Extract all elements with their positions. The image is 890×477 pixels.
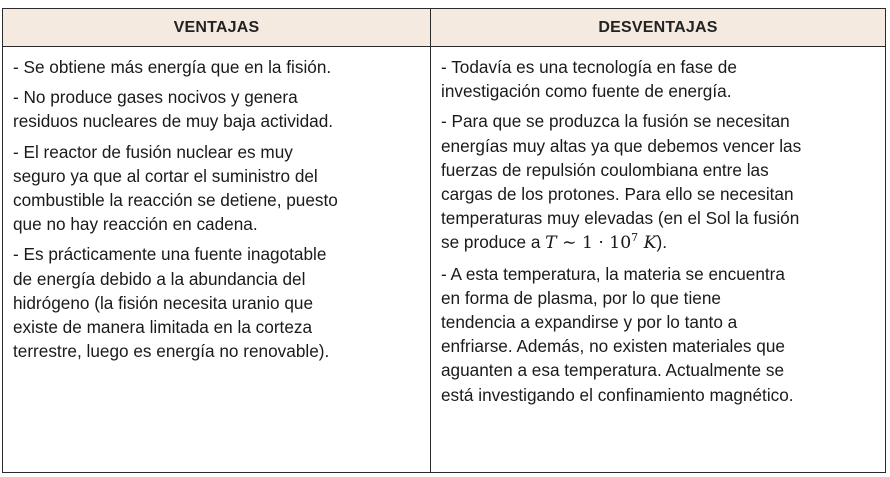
text-fragment: ). — [656, 232, 667, 253]
text-line: seguro ya que al cortar el suministro del — [13, 165, 318, 186]
desventaja-item-3 — [441, 262, 877, 407]
desventajas-column — [431, 47, 885, 472]
ventajas-column — [3, 47, 431, 472]
header-ventajas: VENTAJAS — [3, 9, 431, 47]
formula-value: ∼ 1 · 10 — [556, 233, 632, 254]
formula-exponent: 7 — [631, 231, 639, 245]
desventaja-item-2 — [441, 109, 877, 255]
text-line: existe de manera limitada en la corteza — [13, 317, 313, 338]
text-line: que no hay reacción en cadena. — [13, 214, 258, 235]
text-line: - Se obtiene más energía que en la fisión. — [13, 57, 332, 77]
text-line: en forma de plasma, por lo que tiene — [441, 287, 721, 308]
text-line: combustible la reacción se detiene, puesto — [13, 190, 338, 211]
header-desventajas: DESVENTAJAS — [431, 9, 885, 47]
text-line: está investigando el confinamiento magnético. — [441, 384, 794, 405]
ventaja-item-3 — [13, 140, 422, 237]
text-line: - No produce gases nocivos y genera — [13, 87, 298, 108]
desventaja-item-1 — [441, 55, 877, 103]
text-line: de energía debido a la abundancia del — [13, 268, 306, 289]
text-line: cargas de los protones. Para ello se necesitan — [441, 184, 794, 205]
text-fragment: se produce a — [441, 232, 546, 253]
text-line: - Para que se produzca la fusión se necesitan — [441, 111, 790, 132]
text-line: - El reactor de fusión nuclear es muy — [13, 141, 293, 162]
temperature-formula — [545, 233, 656, 253]
ventaja-item-4 — [13, 242, 422, 363]
text-line: residuos nucleares de muy baja actividad. — [13, 111, 334, 132]
text-line: terrestre, luego es energía no renovable). — [13, 341, 330, 362]
text-line: tendencia a expandirse y por lo tanto a — [441, 312, 738, 333]
formula-unit: K — [638, 233, 657, 254]
text-line: temperaturas muy elevadas (en el Sol la fusión — [441, 208, 800, 229]
ventaja-item-2 — [13, 85, 422, 133]
text-line: fuerzas de repulsión coulombiana entre las — [441, 159, 769, 180]
text-line: aguanten a esa temperatura. Actualmente se — [441, 360, 785, 381]
text-line-with-formula — [441, 230, 877, 255]
text-line: enfriarse. Además, no existen materiales que — [441, 336, 785, 357]
comparison-table — [2, 8, 886, 473]
text-line: hidrógeno (la fisión necesita uranio que — [13, 292, 314, 313]
text-line: - Todavía es una tecnología en fase de — [441, 57, 737, 77]
ventaja-item-1 — [13, 55, 422, 79]
text-line: - Es prácticamente una fuente inagotable — [13, 244, 327, 265]
text-line: - A esta temperatura, la materia se encuentra — [441, 263, 785, 284]
text-line: energías muy altas ya que debemos vencer las — [441, 135, 802, 156]
formula-variable: T — [545, 233, 557, 254]
text-line: investigación como fuente de energía. — [441, 81, 732, 102]
